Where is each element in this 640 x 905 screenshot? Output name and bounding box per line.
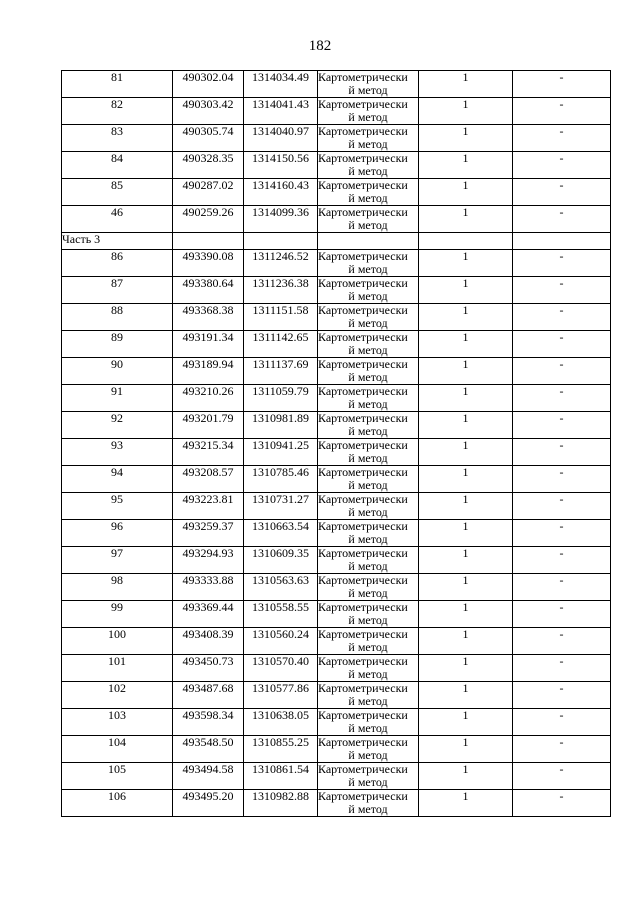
method-line2: й метод bbox=[348, 451, 388, 465]
x-coordinate-cell: 493548.50 bbox=[173, 736, 244, 763]
method-line2: й метод bbox=[348, 137, 388, 151]
table-body-part-b bbox=[62, 250, 611, 817]
point-number-cell: 103 bbox=[62, 709, 173, 736]
table-row bbox=[62, 277, 611, 304]
table-row bbox=[62, 439, 611, 466]
empty-cell bbox=[419, 233, 513, 250]
method-line2: й метод bbox=[348, 164, 388, 178]
accuracy-cell: 1 bbox=[419, 601, 513, 628]
accuracy-cell: 1 bbox=[419, 466, 513, 493]
x-coordinate-cell: 493208.57 bbox=[173, 466, 244, 493]
table-row bbox=[62, 250, 611, 277]
accuracy-cell: 1 bbox=[419, 412, 513, 439]
method-line1: Картометрически bbox=[318, 384, 408, 398]
method-line1: Картометрически bbox=[318, 681, 408, 695]
note-cell: - bbox=[513, 682, 611, 709]
point-number-cell: 85 bbox=[62, 179, 173, 206]
method-line2: й метод bbox=[348, 667, 388, 681]
accuracy-cell: 1 bbox=[419, 790, 513, 817]
y-coordinate-cell: 1314160.43 bbox=[244, 179, 318, 206]
point-number-cell: 94 bbox=[62, 466, 173, 493]
point-number-cell: 92 bbox=[62, 412, 173, 439]
accuracy-cell: 1 bbox=[419, 206, 513, 233]
method-line1: Картометрически bbox=[318, 546, 408, 560]
note-cell: - bbox=[513, 304, 611, 331]
accuracy-cell: 1 bbox=[419, 358, 513, 385]
note-cell: - bbox=[513, 628, 611, 655]
x-coordinate-cell: 490303.42 bbox=[173, 98, 244, 125]
empty-cell bbox=[318, 233, 419, 250]
x-coordinate-cell: 493380.64 bbox=[173, 277, 244, 304]
method-line2: й метод bbox=[348, 110, 388, 124]
point-number-cell: 89 bbox=[62, 331, 173, 358]
table-row bbox=[62, 466, 611, 493]
x-coordinate-cell: 493191.34 bbox=[173, 331, 244, 358]
method-line1: Картометрически bbox=[318, 124, 408, 138]
method-cell bbox=[318, 152, 419, 179]
method-line1: Картометрически bbox=[318, 789, 408, 803]
point-number-cell: 99 bbox=[62, 601, 173, 628]
y-coordinate-cell: 1310638.05 bbox=[244, 709, 318, 736]
point-number-cell: 105 bbox=[62, 763, 173, 790]
table-row bbox=[62, 574, 611, 601]
method-cell bbox=[318, 412, 419, 439]
method-cell bbox=[318, 790, 419, 817]
accuracy-cell: 1 bbox=[419, 439, 513, 466]
table-row bbox=[62, 179, 611, 206]
note-cell: - bbox=[513, 250, 611, 277]
y-coordinate-cell: 1311137.69 bbox=[244, 358, 318, 385]
method-line1: Картометрически bbox=[318, 708, 408, 722]
note-cell: - bbox=[513, 152, 611, 179]
x-coordinate-cell: 493223.81 bbox=[173, 493, 244, 520]
method-line1: Картометрически bbox=[318, 303, 408, 317]
y-coordinate-cell: 1311236.38 bbox=[244, 277, 318, 304]
method-cell bbox=[318, 574, 419, 601]
accuracy-cell: 1 bbox=[419, 520, 513, 547]
accuracy-cell: 1 bbox=[419, 125, 513, 152]
method-line2: й метод bbox=[348, 775, 388, 789]
table-row bbox=[62, 331, 611, 358]
method-line1: Картометрически bbox=[318, 249, 408, 263]
accuracy-cell: 1 bbox=[419, 98, 513, 125]
empty-cell bbox=[244, 233, 318, 250]
note-cell: - bbox=[513, 574, 611, 601]
y-coordinate-cell: 1310855.25 bbox=[244, 736, 318, 763]
x-coordinate-cell: 493487.68 bbox=[173, 682, 244, 709]
table-row bbox=[62, 493, 611, 520]
table-row bbox=[62, 736, 611, 763]
method-line2: й метод bbox=[348, 640, 388, 654]
y-coordinate-cell: 1310577.86 bbox=[244, 682, 318, 709]
method-cell bbox=[318, 493, 419, 520]
method-line1: Картометрически bbox=[318, 411, 408, 425]
method-line2: й метод bbox=[348, 586, 388, 600]
method-cell bbox=[318, 682, 419, 709]
y-coordinate-cell: 1310663.54 bbox=[244, 520, 318, 547]
y-coordinate-cell: 1310861.54 bbox=[244, 763, 318, 790]
method-cell bbox=[318, 763, 419, 790]
note-cell: - bbox=[513, 601, 611, 628]
note-cell: - bbox=[513, 179, 611, 206]
point-number-cell: 84 bbox=[62, 152, 173, 179]
accuracy-cell: 1 bbox=[419, 277, 513, 304]
table-body-part-a bbox=[62, 71, 611, 233]
note-cell: - bbox=[513, 277, 611, 304]
note-cell: - bbox=[513, 98, 611, 125]
method-line2: й метод bbox=[348, 802, 388, 816]
point-number-cell: 101 bbox=[62, 655, 173, 682]
method-line2: й метод bbox=[348, 694, 388, 708]
note-cell: - bbox=[513, 412, 611, 439]
accuracy-cell: 1 bbox=[419, 385, 513, 412]
method-line1: Картометрически bbox=[318, 178, 408, 192]
method-line1: Картометрически bbox=[318, 654, 408, 668]
note-cell: - bbox=[513, 206, 611, 233]
note-cell: - bbox=[513, 709, 611, 736]
method-line2: й метод bbox=[348, 343, 388, 357]
method-cell bbox=[318, 206, 419, 233]
y-coordinate-cell: 1314150.56 bbox=[244, 152, 318, 179]
accuracy-cell: 1 bbox=[419, 179, 513, 206]
method-line1: Картометрически bbox=[318, 330, 408, 344]
point-number-cell: 98 bbox=[62, 574, 173, 601]
method-line2: й метод bbox=[348, 397, 388, 411]
point-number-cell: 93 bbox=[62, 439, 173, 466]
point-number-cell: 96 bbox=[62, 520, 173, 547]
method-line1: Картометрически bbox=[318, 97, 408, 111]
x-coordinate-cell: 493408.39 bbox=[173, 628, 244, 655]
y-coordinate-cell: 1310981.89 bbox=[244, 412, 318, 439]
table-row bbox=[62, 520, 611, 547]
method-cell bbox=[318, 439, 419, 466]
point-number-cell: 82 bbox=[62, 98, 173, 125]
method-line1: Картометрически bbox=[318, 70, 408, 84]
accuracy-cell: 1 bbox=[419, 493, 513, 520]
note-cell: - bbox=[513, 125, 611, 152]
accuracy-cell: 1 bbox=[419, 304, 513, 331]
x-coordinate-cell: 493201.79 bbox=[173, 412, 244, 439]
table-section bbox=[62, 233, 611, 250]
point-number-cell: 91 bbox=[62, 385, 173, 412]
method-line1: Картометрически bbox=[318, 519, 408, 533]
table-row bbox=[62, 412, 611, 439]
method-line1: Картометрически bbox=[318, 627, 408, 641]
accuracy-cell: 1 bbox=[419, 250, 513, 277]
point-number-cell: 106 bbox=[62, 790, 173, 817]
y-coordinate-cell: 1311059.79 bbox=[244, 385, 318, 412]
coordinates-table bbox=[61, 70, 611, 817]
method-line2: й метод bbox=[348, 559, 388, 573]
method-line2: й метод bbox=[348, 191, 388, 205]
method-line2: й метод bbox=[348, 613, 388, 627]
x-coordinate-cell: 493259.37 bbox=[173, 520, 244, 547]
table-row bbox=[62, 790, 611, 817]
x-coordinate-cell: 493494.58 bbox=[173, 763, 244, 790]
table-row bbox=[62, 98, 611, 125]
note-cell: - bbox=[513, 385, 611, 412]
x-coordinate-cell: 493369.44 bbox=[173, 601, 244, 628]
accuracy-cell: 1 bbox=[419, 152, 513, 179]
x-coordinate-cell: 493495.20 bbox=[173, 790, 244, 817]
point-number-cell: 88 bbox=[62, 304, 173, 331]
method-line1: Картометрически bbox=[318, 735, 408, 749]
method-line2: й метод bbox=[348, 316, 388, 330]
note-cell: - bbox=[513, 547, 611, 574]
table-row bbox=[62, 385, 611, 412]
note-cell: - bbox=[513, 358, 611, 385]
table-row bbox=[62, 358, 611, 385]
x-coordinate-cell: 493215.34 bbox=[173, 439, 244, 466]
point-number-cell: 102 bbox=[62, 682, 173, 709]
table-row bbox=[62, 709, 611, 736]
y-coordinate-cell: 1311246.52 bbox=[244, 250, 318, 277]
method-line1: Картометрически bbox=[318, 205, 408, 219]
method-cell bbox=[318, 547, 419, 574]
accuracy-cell: 1 bbox=[419, 736, 513, 763]
method-line1: Картометрически bbox=[318, 492, 408, 506]
method-cell bbox=[318, 601, 419, 628]
y-coordinate-cell: 1310558.55 bbox=[244, 601, 318, 628]
x-coordinate-cell: 490259.26 bbox=[173, 206, 244, 233]
x-coordinate-cell: 493450.73 bbox=[173, 655, 244, 682]
page-number: 182 bbox=[308, 38, 332, 54]
point-number-cell: 87 bbox=[62, 277, 173, 304]
y-coordinate-cell: 1314041.43 bbox=[244, 98, 318, 125]
note-cell: - bbox=[513, 331, 611, 358]
table-row bbox=[62, 682, 611, 709]
method-line2: й метод bbox=[348, 721, 388, 735]
y-coordinate-cell: 1310941.25 bbox=[244, 439, 318, 466]
method-line2: й метод bbox=[348, 83, 388, 97]
note-cell: - bbox=[513, 736, 611, 763]
note-cell: - bbox=[513, 655, 611, 682]
accuracy-cell: 1 bbox=[419, 763, 513, 790]
section-label: Часть 3 bbox=[62, 233, 173, 250]
method-cell bbox=[318, 98, 419, 125]
method-line2: й метод bbox=[348, 218, 388, 232]
method-cell bbox=[318, 466, 419, 493]
y-coordinate-cell: 1310785.46 bbox=[244, 466, 318, 493]
method-line1: Картометрически bbox=[318, 762, 408, 776]
section-row bbox=[62, 233, 611, 250]
accuracy-cell: 1 bbox=[419, 71, 513, 98]
y-coordinate-cell: 1314099.36 bbox=[244, 206, 318, 233]
point-number-cell: 90 bbox=[62, 358, 173, 385]
method-line2: й метод bbox=[348, 748, 388, 762]
y-coordinate-cell: 1314034.49 bbox=[244, 71, 318, 98]
method-cell bbox=[318, 125, 419, 152]
method-line2: й метод bbox=[348, 262, 388, 276]
y-coordinate-cell: 1310570.40 bbox=[244, 655, 318, 682]
y-coordinate-cell: 1310982.88 bbox=[244, 790, 318, 817]
method-line1: Картометрически bbox=[318, 465, 408, 479]
accuracy-cell: 1 bbox=[419, 655, 513, 682]
accuracy-cell: 1 bbox=[419, 574, 513, 601]
point-number-cell: 97 bbox=[62, 547, 173, 574]
point-number-cell: 81 bbox=[62, 71, 173, 98]
table-row bbox=[62, 547, 611, 574]
method-line2: й метод bbox=[348, 424, 388, 438]
point-number-cell: 104 bbox=[62, 736, 173, 763]
y-coordinate-cell: 1310731.27 bbox=[244, 493, 318, 520]
method-line1: Картометрически bbox=[318, 151, 408, 165]
x-coordinate-cell: 490305.74 bbox=[173, 125, 244, 152]
method-cell bbox=[318, 709, 419, 736]
x-coordinate-cell: 493598.34 bbox=[173, 709, 244, 736]
point-number-cell: 83 bbox=[62, 125, 173, 152]
table-row bbox=[62, 763, 611, 790]
accuracy-cell: 1 bbox=[419, 331, 513, 358]
x-coordinate-cell: 493210.26 bbox=[173, 385, 244, 412]
y-coordinate-cell: 1310560.24 bbox=[244, 628, 318, 655]
note-cell: - bbox=[513, 439, 611, 466]
empty-cell bbox=[513, 233, 611, 250]
table-row bbox=[62, 71, 611, 98]
method-cell bbox=[318, 250, 419, 277]
method-line2: й метод bbox=[348, 478, 388, 492]
method-cell bbox=[318, 358, 419, 385]
method-line1: Картометрически bbox=[318, 573, 408, 587]
point-number-cell: 46 bbox=[62, 206, 173, 233]
method-cell bbox=[318, 304, 419, 331]
table-row bbox=[62, 206, 611, 233]
accuracy-cell: 1 bbox=[419, 547, 513, 574]
table-row bbox=[62, 304, 611, 331]
y-coordinate-cell: 1314040.97 bbox=[244, 125, 318, 152]
table-row bbox=[62, 152, 611, 179]
note-cell: - bbox=[513, 71, 611, 98]
method-cell bbox=[318, 736, 419, 763]
method-cell bbox=[318, 385, 419, 412]
note-cell: - bbox=[513, 790, 611, 817]
table-row bbox=[62, 628, 611, 655]
note-cell: - bbox=[513, 763, 611, 790]
table-row bbox=[62, 655, 611, 682]
x-coordinate-cell: 490302.04 bbox=[173, 71, 244, 98]
y-coordinate-cell: 1310609.35 bbox=[244, 547, 318, 574]
accuracy-cell: 1 bbox=[419, 709, 513, 736]
x-coordinate-cell: 493390.08 bbox=[173, 250, 244, 277]
method-cell bbox=[318, 179, 419, 206]
method-line2: й метод bbox=[348, 505, 388, 519]
method-line2: й метод bbox=[348, 532, 388, 546]
point-number-cell: 100 bbox=[62, 628, 173, 655]
method-line2: й метод bbox=[348, 289, 388, 303]
y-coordinate-cell: 1311151.58 bbox=[244, 304, 318, 331]
x-coordinate-cell: 493189.94 bbox=[173, 358, 244, 385]
x-coordinate-cell: 493294.93 bbox=[173, 547, 244, 574]
y-coordinate-cell: 1311142.65 bbox=[244, 331, 318, 358]
method-cell bbox=[318, 71, 419, 98]
method-line2: й метод bbox=[348, 370, 388, 384]
note-cell: - bbox=[513, 493, 611, 520]
method-line1: Картометрически bbox=[318, 276, 408, 290]
method-line1: Картометрически bbox=[318, 600, 408, 614]
empty-cell bbox=[173, 233, 244, 250]
method-cell bbox=[318, 655, 419, 682]
accuracy-cell: 1 bbox=[419, 628, 513, 655]
table-row bbox=[62, 601, 611, 628]
method-cell bbox=[318, 277, 419, 304]
x-coordinate-cell: 490287.02 bbox=[173, 179, 244, 206]
table-row bbox=[62, 125, 611, 152]
method-line1: Картометрически bbox=[318, 438, 408, 452]
method-cell bbox=[318, 331, 419, 358]
method-cell bbox=[318, 628, 419, 655]
method-cell bbox=[318, 520, 419, 547]
note-cell: - bbox=[513, 466, 611, 493]
point-number-cell: 86 bbox=[62, 250, 173, 277]
point-number-cell: 95 bbox=[62, 493, 173, 520]
x-coordinate-cell: 493368.38 bbox=[173, 304, 244, 331]
y-coordinate-cell: 1310563.63 bbox=[244, 574, 318, 601]
note-cell: - bbox=[513, 520, 611, 547]
x-coordinate-cell: 493333.88 bbox=[173, 574, 244, 601]
x-coordinate-cell: 490328.35 bbox=[173, 152, 244, 179]
accuracy-cell: 1 bbox=[419, 682, 513, 709]
method-line1: Картометрически bbox=[318, 357, 408, 371]
